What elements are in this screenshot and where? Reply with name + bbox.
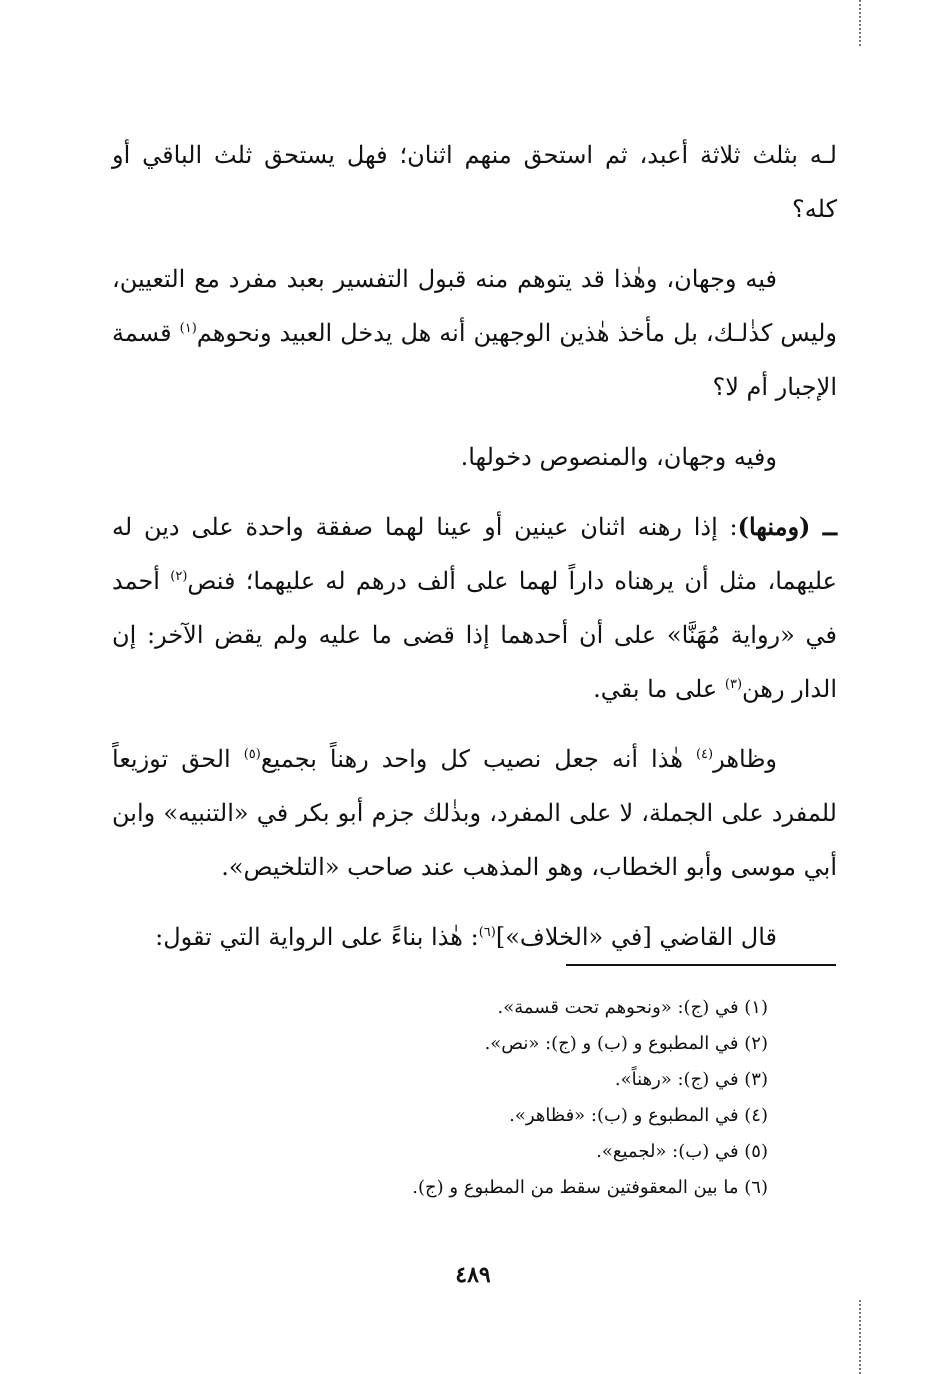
text-segment: قسمة الإجبار أم لا؟ bbox=[112, 319, 837, 401]
footnote-item: (٢) في المطبوع و (ب) و (ج): «نص». bbox=[484, 1033, 768, 1054]
footnote-divider bbox=[566, 964, 836, 966]
footnote-item: (٤) في المطبوع و (ب): «فظاهر». bbox=[509, 1105, 768, 1126]
text-segment: قال القاضي [في «الخلاف»] bbox=[495, 923, 777, 951]
footnote-ref: (٣) bbox=[724, 677, 743, 692]
text-segment: الحق توزيعاً للمفرد على الجملة، لا على المفرد، وبذٰلك جزم أبو بكر في «التنبيه» وابن أبي موسى وأبو الخطاب، وهو المذهب عند صاحب «التلخيص». bbox=[112, 745, 837, 881]
text-segment: فيه وجهان، وهٰذا قد يتوهم منه قبول التفسير بعبد مفرد مع التعيين، وليس كذٰلـك، بل مأخذ هٰذين الوجهين أنه هل يدخل العبيد ونحوهم bbox=[112, 265, 837, 347]
page-edge-mark-top bbox=[859, 0, 861, 46]
paragraph bbox=[112, 430, 837, 484]
footnote-ref: (٤) bbox=[695, 747, 714, 762]
footnote-item: (٣) في (ج): «رهناً». bbox=[614, 1069, 768, 1090]
footnote-item: (١) في (ج): «ونحوهم تحت قسمة». bbox=[497, 997, 768, 1018]
text-segment: : إذا رهنه اثنان عينين أو عينا لهما صفقة واحدة على دين له عليهما، مثل أن يرهناه داراً لهما على ألف درهم له عليهما؛ فنص bbox=[112, 513, 837, 595]
paragraph bbox=[112, 128, 837, 236]
text-segment: لـه بثلث ثلاثة أعبد، ثم استحق منهم اثنان؛ فهل يستحق ثلث الباقي أو كله؟ bbox=[112, 141, 837, 223]
main-text-body bbox=[112, 128, 837, 964]
footnote-ref: (٢) bbox=[170, 569, 188, 584]
footnote-ref: (٦) bbox=[478, 925, 496, 940]
text-segment: وظاهر bbox=[713, 745, 778, 773]
text-segment: وفيه وجهان، والمنصوص دخولها. bbox=[460, 443, 777, 471]
footnote-ref: (١) bbox=[179, 321, 197, 336]
footnote-item: (٥) في (ب): «لجميع». bbox=[596, 1141, 768, 1162]
footnote-ref: (٥) bbox=[243, 747, 261, 762]
text-segment: هٰذا أنه جعل نصيب كل واحد رهناً بجميع bbox=[260, 745, 696, 773]
paragraph bbox=[112, 252, 837, 414]
text-segment: أحمد في «رواية مُهَنَّا» على أن أحدهما إذا قضى ما عليه ولم يقض الآخر: إن الدار رهن bbox=[112, 567, 837, 703]
footnotes-list bbox=[168, 990, 768, 1206]
text-segment: : هٰذا بناءً على الرواية التي تقول: bbox=[155, 923, 479, 951]
text-segment: على ما بقي. bbox=[593, 675, 725, 703]
paragraph bbox=[112, 910, 837, 964]
paragraph bbox=[112, 500, 837, 716]
page-number: ٤٨٩ bbox=[455, 1262, 491, 1288]
bold-lead-in: ــ (ومنها) bbox=[737, 512, 837, 541]
page-edge-mark-bottom bbox=[859, 1300, 861, 1374]
paragraph bbox=[112, 732, 837, 894]
footnote-item: (٦) ما بين المعقوفتين سقط من المطبوع و (ج). bbox=[412, 1177, 768, 1198]
